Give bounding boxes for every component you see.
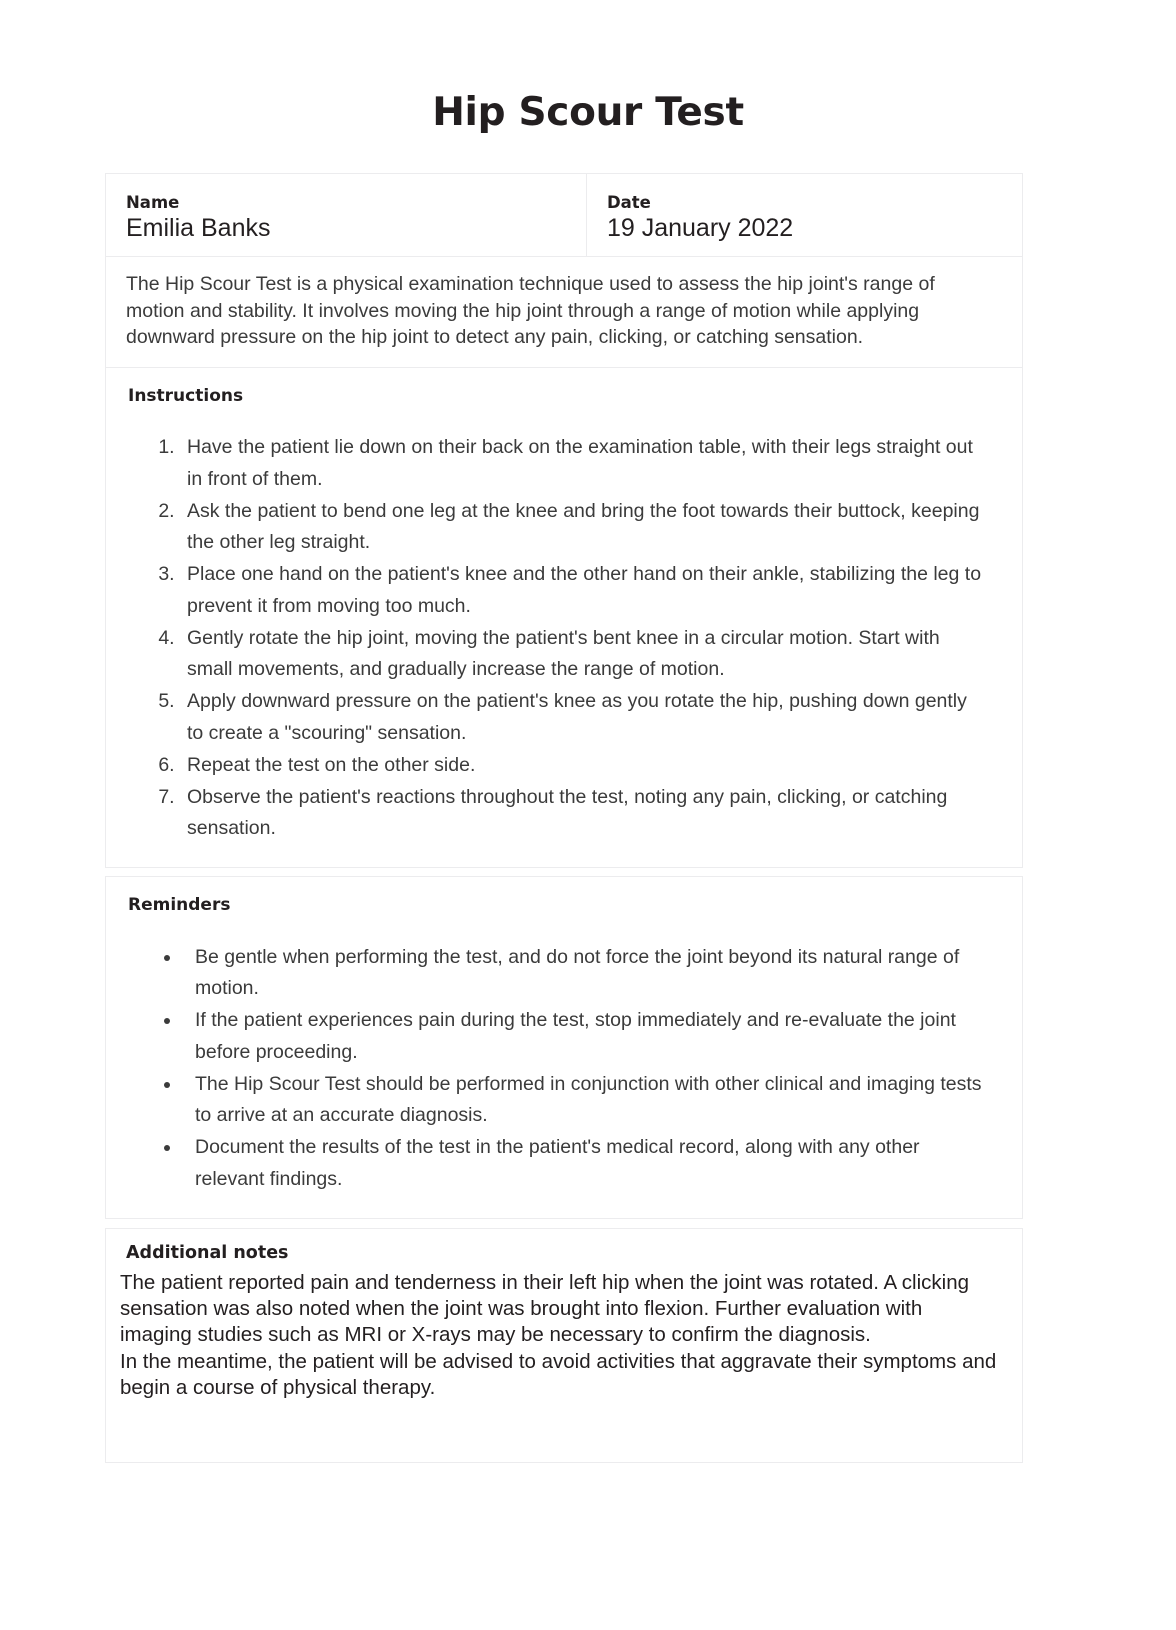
additional-notes-paragraph: The patient reported pain and tenderness in their left hip when the joint was rotated. A clicking sensation was also noted when the joint was brought into flexion. Further evaluation with imaging studies such as MRI or X-rays may be necessary to confirm the diagnosis.	[120, 1270, 969, 1347]
additional-notes-paragraph: In the meantime, the patient will be advised to avoid activities that aggravate their symptoms and begin a course of physical therapy.	[120, 1349, 997, 1399]
instruction-step: 3. Place one hand on the patient's knee and the other hand on their ankle, stabilizing the leg to prevent it from moving too much.	[180, 559, 984, 623]
name-value[interactable]: Emilia Banks	[126, 214, 271, 243]
instructions-heading: Instructions	[128, 385, 244, 406]
additional-notes-section[interactable]	[105, 1228, 1023, 1463]
date-value[interactable]: 19 January 2022	[606, 214, 794, 243]
patient-info-row	[105, 173, 1023, 257]
description-section	[105, 257, 1023, 368]
reminder-item: • If the patient experiences pain during the test, stop immediately and re-evaluate the joint before proceeding.	[182, 1005, 984, 1069]
date-label: Date	[606, 192, 651, 212]
instruction-step: 5. Apply downward pressure on the patient's knee as you rotate the hip, pushing down gently to create a "scouring" sensation.	[180, 686, 984, 750]
reminders-list	[128, 942, 1000, 1196]
instructions-section	[105, 368, 1023, 869]
additional-notes-body[interactable]	[120, 1270, 998, 1401]
instruction-step: 4. Gently rotate the hip joint, moving the patient's bent knee in a circular motion. Start with small movements, and gradually increase the range of motion.	[180, 623, 984, 687]
additional-notes-heading: Additional notes	[126, 1242, 289, 1263]
reminder-item: • The Hip Scour Test should be performed in conjunction with other clinical and imaging tests to arrive at an accurate diagnosis.	[182, 1069, 984, 1133]
form-table	[105, 173, 1023, 1463]
instruction-step: 6. Repeat the test on the other side.	[180, 750, 984, 782]
name-label: Name	[126, 192, 180, 212]
reminder-item: • Be gentle when performing the test, and do not force the joint beyond its natural range of motion.	[182, 942, 984, 1006]
instruction-step: 1. Have the patient lie down on their back on the examination table, with their legs straight out in front of them.	[180, 432, 984, 496]
reminder-item: • Document the results of the test in the patient's medical record, along with any other relevant findings.	[182, 1132, 984, 1196]
instruction-step: 2. Ask the patient to bend one leg at the knee and bring the foot towards their buttock, keeping the other leg straight.	[180, 496, 984, 560]
name-cell[interactable]	[106, 174, 587, 256]
reminders-heading: Reminders	[128, 895, 231, 916]
instruction-step: 7. Observe the patient's reactions throughout the test, noting any pain, clicking, or catching sensation.	[180, 782, 984, 846]
description-text: The Hip Scour Test is a physical examination technique used to assess the hip joint's range of motion and stability. It involves moving the hip joint through a range of motion while applying downward pressure on the hip joint to detect any pain, clicking, or catching sensation.	[126, 273, 935, 349]
reminders-section	[105, 876, 1023, 1219]
instructions-list	[128, 432, 1000, 845]
date-cell[interactable]	[587, 174, 1022, 256]
page-title: Hip Scour Test	[432, 90, 744, 135]
